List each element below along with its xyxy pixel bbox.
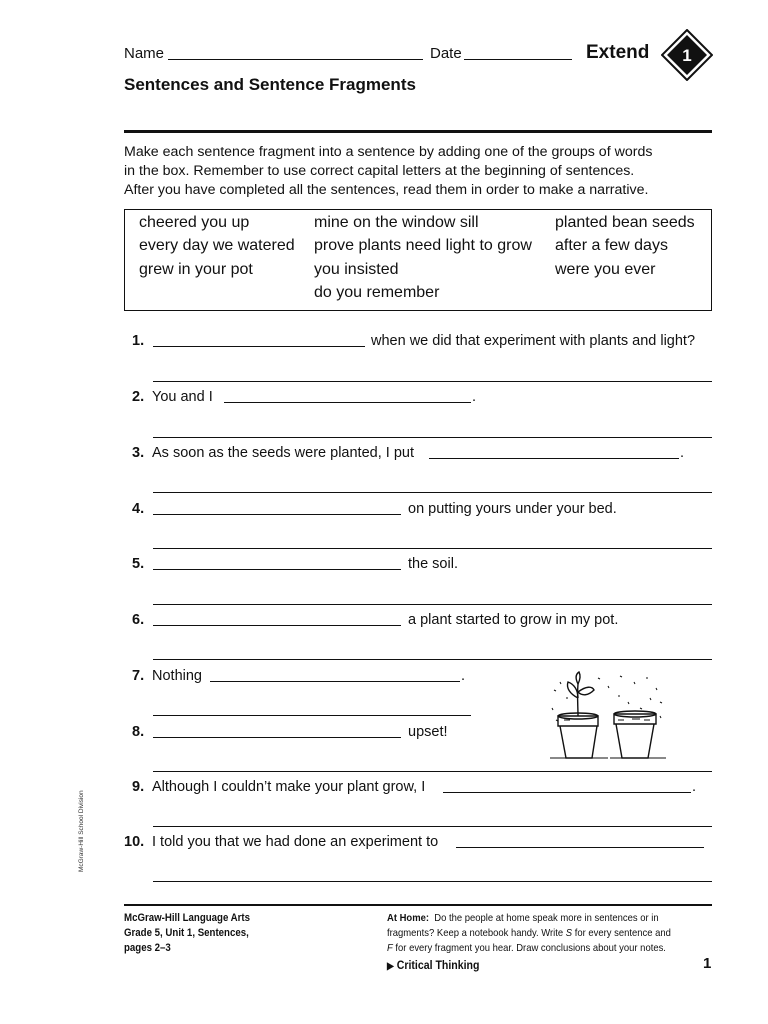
word-choice: were you ever — [555, 261, 656, 278]
item-number: 1. — [132, 333, 145, 349]
answer-line[interactable] — [153, 492, 712, 493]
item-number: 10. — [124, 834, 145, 850]
answer-blank[interactable] — [153, 625, 401, 626]
at-home-text: for every sentence and — [574, 927, 671, 939]
item-text: . — [472, 389, 477, 405]
word-choice: mine on the window sill — [314, 214, 479, 231]
answer-line[interactable] — [153, 659, 712, 660]
at-home-text: fragments? Keep a notebook handy. Write — [387, 927, 564, 939]
answer-line[interactable] — [153, 381, 712, 382]
word-choice: cheered you up — [139, 214, 250, 231]
triangle-right-icon: ▶ — [387, 961, 394, 972]
instruction-line: After you have completed all the sentences, read them in order to make a narrative. — [124, 182, 649, 198]
at-home-text: Do the people at home speak more in sentences or in — [434, 912, 659, 924]
extend-badge-icon — [661, 29, 713, 81]
word-choice: you insisted — [314, 261, 399, 278]
answer-blank[interactable] — [224, 402, 471, 403]
item-text: Nothing — [152, 668, 202, 684]
word-choice: do you remember — [314, 284, 440, 301]
answer-line[interactable] — [153, 604, 712, 605]
word-choice: prove plants need light to grow — [314, 237, 532, 254]
title-divider — [124, 130, 712, 133]
at-home-s: S — [565, 927, 573, 939]
item-number: 5. — [132, 556, 145, 572]
item-number: 7. — [132, 668, 145, 684]
at-home-text: for every fragment you hear. Draw conclusions about your notes. — [395, 942, 666, 954]
item-text: a plant started to grow in my pot. — [408, 612, 619, 628]
side-credit: McGraw-Hill School Division — [78, 790, 85, 872]
date-field[interactable] — [464, 59, 572, 60]
item-text: on putting yours under your bed. — [408, 501, 617, 517]
item-text: As soon as the seeds were planted, I put — [152, 445, 414, 461]
word-choice: grew in your pot — [139, 261, 253, 278]
at-home-f: F — [387, 942, 393, 954]
answer-blank[interactable] — [153, 569, 401, 570]
answer-line[interactable] — [153, 771, 712, 772]
answer-blank[interactable] — [153, 737, 401, 738]
footer-divider — [124, 904, 712, 906]
item-text: when we did that experiment with plants and light? — [371, 333, 696, 349]
answer-line[interactable] — [153, 715, 471, 716]
at-home-label: At Home: — [387, 912, 430, 924]
critical-thinking-label: Critical Thinking — [396, 958, 480, 972]
item-text: . — [461, 668, 466, 684]
page-title: Sentences and Sentence Fragments — [124, 75, 416, 94]
answer-blank[interactable] — [153, 346, 365, 347]
page-number: 1 — [703, 955, 712, 972]
name-label: Name — [124, 45, 165, 62]
item-text: . — [692, 779, 697, 795]
item-text: You and I — [152, 389, 213, 405]
book-credit-line: McGraw-Hill Language Arts — [124, 912, 251, 924]
word-choice: after a few days — [555, 237, 668, 254]
answer-blank[interactable] — [153, 514, 401, 515]
plant-pots-illustration — [548, 668, 668, 760]
critical-thinking-tag — [387, 958, 479, 972]
answer-blank[interactable] — [429, 458, 679, 459]
answer-line[interactable] — [153, 826, 712, 827]
item-text: . — [680, 445, 685, 461]
item-number: 3. — [132, 445, 145, 461]
extend-number: 1 — [682, 46, 692, 65]
instruction-line: in the box. Remember to use correct capital letters at the beginning of sentences. — [124, 163, 635, 179]
at-home-note — [387, 911, 711, 956]
answer-blank[interactable] — [456, 847, 704, 848]
word-choice: planted bean seeds — [555, 214, 695, 231]
item-text: upset! — [408, 724, 448, 740]
item-text: the soil. — [408, 556, 458, 572]
answer-line[interactable] — [153, 881, 712, 882]
item-text: I told you that we had done an experiment to — [152, 834, 439, 850]
answer-blank[interactable] — [443, 792, 691, 793]
item-text: Although I couldn’t make your plant grow, I — [152, 779, 426, 795]
word-choice: every day we watered — [139, 237, 295, 254]
item-number: 9. — [132, 779, 145, 795]
name-field[interactable] — [168, 59, 423, 60]
extend-label: Extend — [586, 42, 650, 63]
answer-line[interactable] — [153, 548, 712, 549]
item-number: 2. — [132, 389, 145, 405]
item-number: 8. — [132, 724, 145, 740]
item-number: 6. — [132, 612, 145, 628]
answer-blank[interactable] — [210, 681, 460, 682]
book-credit-line: pages 2–3 — [124, 942, 171, 954]
instruction-line: Make each sentence fragment into a sentence by adding one of the groups of words — [124, 144, 653, 160]
instructions — [124, 143, 724, 200]
answer-line[interactable] — [153, 437, 712, 438]
item-number: 4. — [132, 501, 145, 517]
book-credit-line: Grade 5, Unit 1, Sentences, — [124, 927, 249, 939]
date-label: Date — [430, 45, 462, 62]
book-credit — [124, 911, 250, 956]
